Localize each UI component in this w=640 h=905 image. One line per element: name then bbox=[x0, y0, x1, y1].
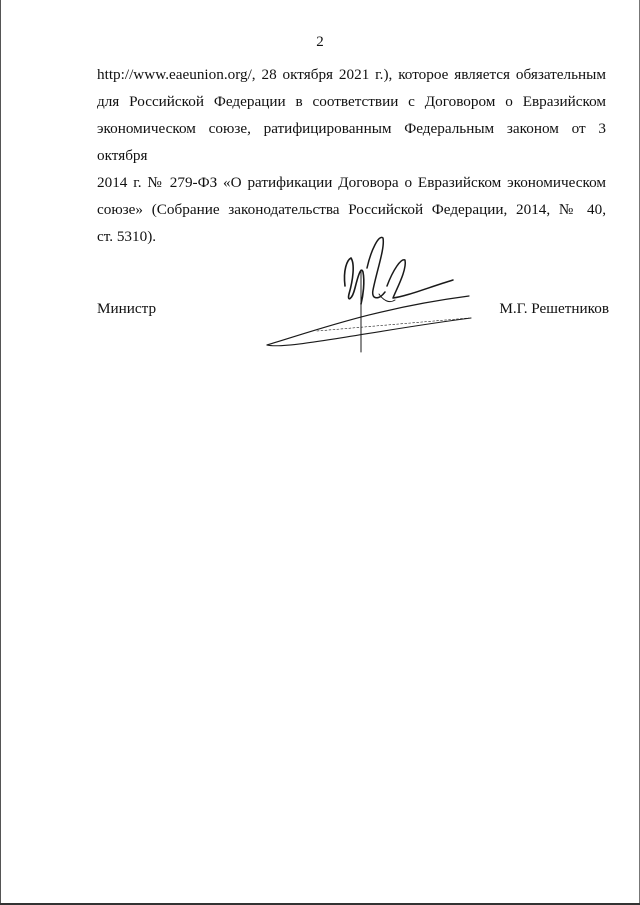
handwritten-signature bbox=[257, 230, 487, 370]
body-line: http://www.eaeunion.org/, 28 октября 2021 г.), которое является обязательным bbox=[97, 66, 606, 83]
position-title: Министр bbox=[97, 300, 157, 317]
body-paragraph bbox=[97, 61, 606, 250]
body-line: для Российской Федерации в соответствии с Договором о Евразийском bbox=[97, 93, 606, 110]
body-line: 2014 г. № 279-ФЗ «О ратификации Договора о Евразийском экономическом bbox=[97, 174, 606, 191]
scan-border-left bbox=[0, 0, 1, 905]
signature-block bbox=[97, 290, 609, 380]
body-line: союзе» (Собрание законодательства Российской Федерации, 2014, № 40, bbox=[97, 201, 606, 218]
page-number: 2 bbox=[316, 34, 324, 50]
body-line: экономическом союзе, ратифицированным Федеральным законом от 3 октября bbox=[97, 120, 606, 164]
body-line: ст. 5310). bbox=[97, 228, 157, 245]
signer-name: М.Г. Решетников bbox=[499, 300, 609, 317]
